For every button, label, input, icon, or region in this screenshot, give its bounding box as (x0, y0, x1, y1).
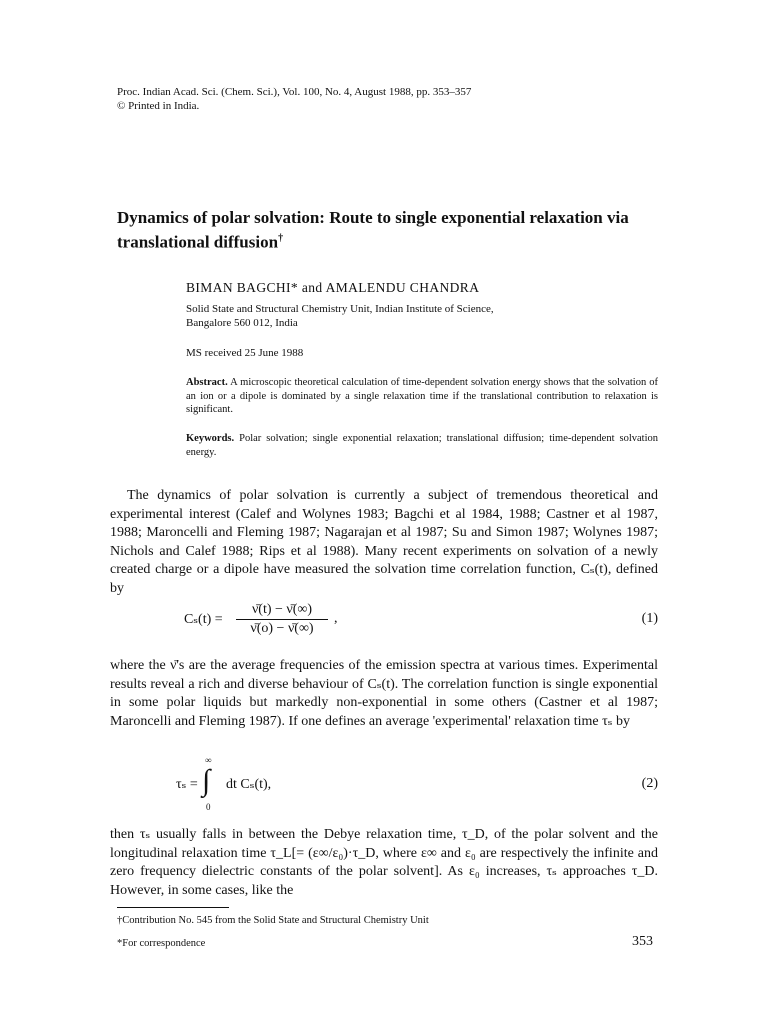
page-number: 353 (632, 934, 653, 949)
body-paragraph-2: where the ν̄'s are the average frequencies of the emission spectra at various times. Experimental results reveal a rich and diverse behaviour of Cₛ(t). The correlation function is single exponential in some polar liquids but markedly non-exponential in some others (Castner et al 1987; Maroncelli and Fleming 1987). If one defines an average 'experimental' relaxation time τₛ by (110, 658, 658, 729)
affiliation (186, 302, 626, 330)
abstract-text: A microscopic theoretical calculation of time-dependent solvation energy shows that the solvation of an ion or a dipole is dominated by a single relaxation time if the translational contribution to relaxation is significant. (186, 377, 658, 415)
equation-1-number: (1) (641, 611, 658, 626)
equation-1-comma: , (334, 611, 338, 626)
paper-title (117, 207, 677, 253)
keywords-label: Keywords. (186, 433, 235, 444)
body-paragraph-1: The dynamics of polar solvation is currently a subject of tremendous theoretical and experimental interest (Calef and Wolynes 1983; Bagchi et al 1984, 1988; Castner et al 1987, 1988; Maroncelli and Fleming 1987; Nagarajan et al 1987; Su and Simon 1987; Wolynes 1987; Nichols and Calef 1988; Rips et al 1988). Many recent experiments on solvation of a newly created charge or a dipole have measured the solvation time correlation function, Cₛ(t), defined by (110, 488, 658, 596)
received-date: MS received 25 June 1988 (186, 347, 304, 359)
footnote-rule (117, 907, 229, 908)
keywords (186, 432, 658, 459)
printed-line: © Printed in India. (117, 100, 200, 112)
integral-sign: ∫ (202, 764, 211, 797)
footnote-correspondence: *For correspondence (117, 938, 206, 949)
equation-1-denominator: ν̄(o) − ν̄(∞) (250, 621, 314, 636)
abstract-label: Abstract. (186, 377, 228, 388)
equation-2 (176, 755, 658, 818)
abstract (186, 376, 658, 417)
authors: BIMAN BAGCHI* and AMALENDU CHANDRA (186, 280, 480, 295)
integral-upper-limit: ∞ (205, 755, 212, 765)
affiliation-line-1: Solid State and Structural Chemistry Unit, Indian Institute of Science, (186, 303, 494, 315)
title-text: Dynamics of polar solvation: Route to single exponential relaxation via translational diffusion (117, 208, 629, 252)
footnote-contribution: †Contribution No. 545 from the Solid State and Structural Chemistry Unit (117, 915, 429, 926)
equation-1-numerator: ν̄(t) − ν̄(∞) (236, 601, 328, 620)
equation-2-number: (2) (641, 776, 658, 791)
equation-1-fraction (236, 601, 328, 637)
journal-citation (117, 85, 471, 113)
equation-2-lhs: τₛ = (176, 777, 198, 792)
equation-1 (184, 601, 658, 641)
keywords-text: Polar solvation; single exponential relaxation; translational diffusion; time-dependent solvation energy. (186, 433, 658, 458)
title-dagger: † (278, 233, 284, 244)
body-paragraph-3: then τₛ usually falls in between the Debye relaxation time, τ_D, of the polar solvent and the longitudinal relaxation time τ_L[= (ε∞/ε₀)·τ_D, where ε∞ and ε₀ are respectively the infinite and zero frequency dielectric constants of the polar solvent]. As ε₀ increases, τₛ approaches τ_D. However, in some cases, like the (110, 827, 658, 898)
integral-lower-limit: 0 (206, 802, 211, 812)
equation-1-lhs: Cₛ(t) = (184, 612, 223, 627)
citation-line: Proc. Indian Acad. Sci. (Chem. Sci.), Vol. 100, No. 4, August 1988, pp. 353–357 (117, 86, 472, 98)
affiliation-line-2: Bangalore 560 012, India (186, 317, 298, 329)
equation-2-integrand: dt Cₛ(t), (226, 777, 272, 792)
